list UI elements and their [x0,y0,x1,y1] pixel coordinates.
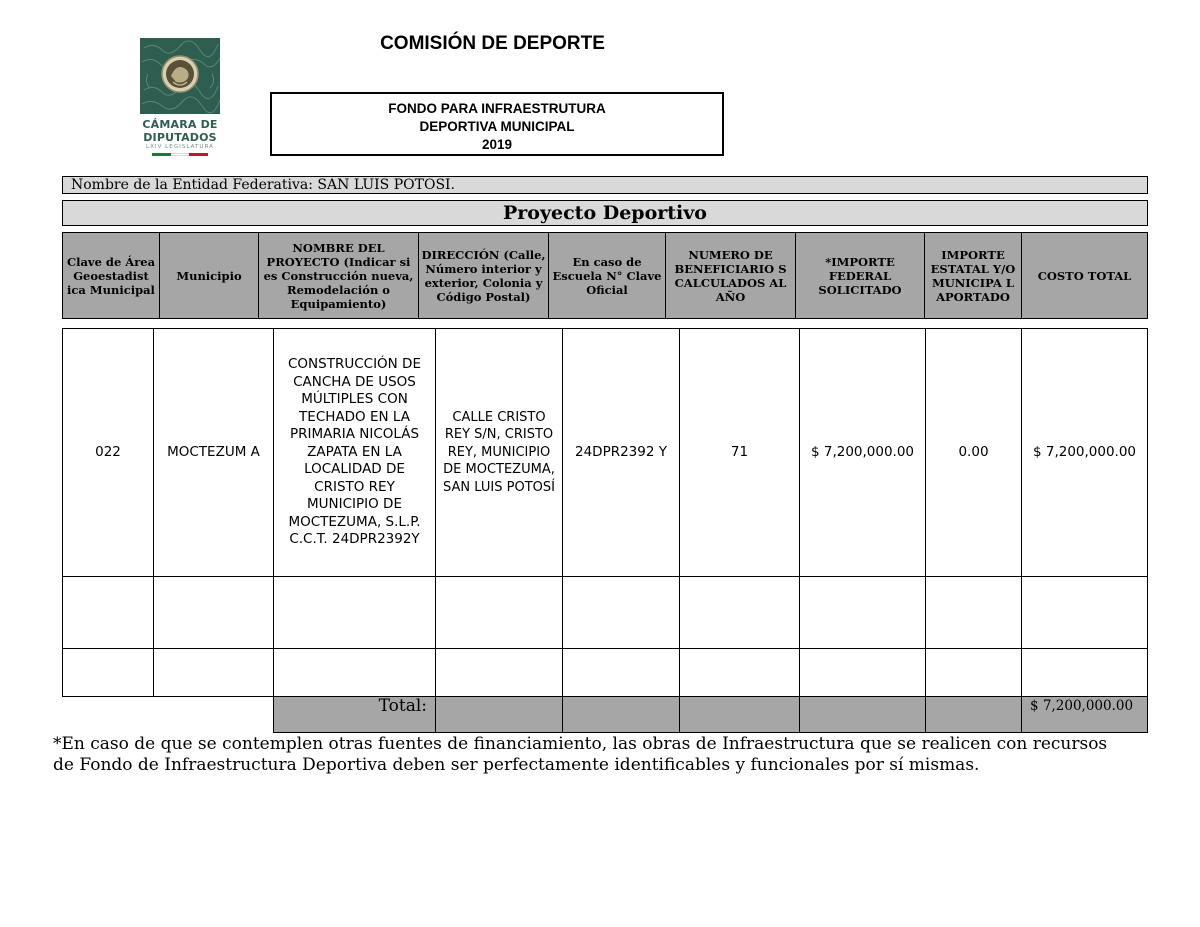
entity-bar: Nombre de la Entidad Federativa: SAN LUIS POTOSI. [62,176,1148,194]
column-header-importe-federal: *IMPORTE FEDERAL SOLICITADO [795,232,925,319]
total-empty-cell [799,696,926,733]
empty-cell [153,648,274,697]
total-empty-cell [925,696,1022,733]
column-header-beneficiarios: NUMERO DE BENEFICIARIO S CALCULADOS AL AÑO [665,232,796,319]
empty-cell [1021,648,1148,697]
cell-proyecto: CONSTRUCCIÓN DE CANCHA DE USOS MÚLTIPLES CON TECHADO EN LA PRIMARIA NICOLÁS ZAPATA EN LA LOCALIDAD DE CRISTO REY MUNICIPIO DE MOCTEZUMA, S.L.P. C.C.T. 24DPR2392Y [273,328,436,577]
logo-legislature: LXIV LEGISLATURA [145,144,215,150]
column-header-costo-total: COSTO TOTAL [1021,232,1148,319]
column-header-clave-escuela: En caso de Escuela N° Clave Oficial [548,232,666,319]
total-empty-cell [435,696,563,733]
column-header-importe-estatal: IMPORTE ESTATAL Y/O MUNICIPA L APORTADO [924,232,1022,319]
column-header-municipio: Municipio [159,232,259,319]
camara-logo [138,38,222,158]
empty-cell [799,576,926,649]
total-empty-cell [562,696,680,733]
empty-cell [562,576,680,649]
empty-cell [62,576,154,649]
cell-importe-estatal: 0.00 [925,328,1022,577]
empty-cell [153,576,274,649]
column-header-proyecto: NOMBRE DEL PROYECTO (Indicar si es Construcción nueva, Remodelación o Equipamiento) [258,232,419,319]
empty-cell [435,648,563,697]
cell-costo-total: $ 7,200,000.00 [1021,328,1148,577]
flag-stripe [152,153,208,156]
empty-cell [679,648,800,697]
empty-cell [799,648,926,697]
total-value: $ 7,200,000.00 [1021,696,1148,733]
cell-municipio: MOCTEZUM A [153,328,274,577]
cell-importe-federal: $ 7,200,000.00 [799,328,926,577]
cell-beneficiarios: 71 [679,328,800,577]
empty-cell [273,648,436,697]
page-title: COMISIÓN DE DEPORTE [380,33,605,54]
empty-cell [273,576,436,649]
column-header-direccion: DIRECCIÓN (Calle, Número interior y exterior, Colonia y Código Postal) [418,232,549,319]
cell-direccion: CALLE CRISTO REY S/N, CRISTO REY, MUNICIPIO DE MOCTEZUMA, SAN LUIS POTOSÍ [435,328,563,577]
empty-cell [925,648,1022,697]
fund-line-2: DEPORTIVA MUNICIPAL [419,119,575,134]
empty-cell [562,648,680,697]
fund-box [270,92,724,156]
total-label: Total: [273,696,436,733]
column-header-clave: Clave de Área Geoestadist ica Municipal [62,232,160,319]
total-empty-cell [679,696,800,733]
cell-clave-escuela: 24DPR2392 Y [562,328,680,577]
empty-cell [1021,576,1148,649]
eagle-emblem-icon [140,38,220,114]
logo-wordmark: CÁMARA DE DIPUTADOS [142,118,218,144]
footnote: *En caso de que se contemplen otras fuentes de financiamiento, las obras de Infraestructura que se realicen con recursos de Fondo de Infraestructura Deportiva deben ser perfectamente identificables y funcionales por sí mismas. [53,734,1108,775]
empty-cell [62,648,154,697]
fund-year: 2019 [481,137,513,152]
empty-cell [435,576,563,649]
section-title: Proyecto Deportivo [62,200,1148,226]
empty-cell [925,576,1022,649]
cell-clave: 022 [62,328,154,577]
fund-line-1: FONDO PARA INFRAESTRUTURA [388,101,606,116]
empty-cell [679,576,800,649]
